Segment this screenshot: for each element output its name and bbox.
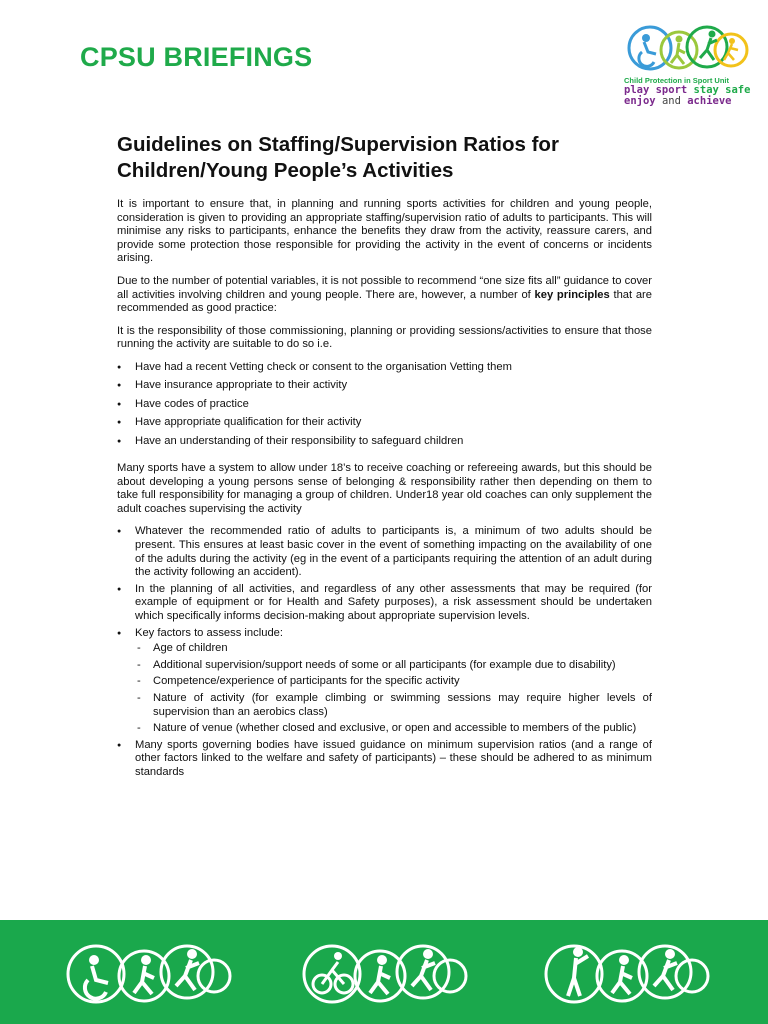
sport-rings-icon [542,938,712,1008]
logo-tagline-line2 [624,96,752,107]
list-item: ● In the planning of all activities, and regardless of any other assessments that may be required (for example of equipment or for Health and Safety purposes), a risk assessment should be undertaken which specifically informs decision-making about appropriate supervision levels. [117,583,652,624]
list-item: - Nature of activity (for example climbing or swimming sessions may require higher levels of supervision than an aerobics class) [135,692,652,719]
principles-text-a: Due to the number of potential variables, it is not possible to recommend “one size fits all” guidance to cover all activities involving children and young people. There are, however, a number of [117,274,652,301]
sport-rings-icon [64,938,234,1008]
list-item: - Additional supervision/support needs of some or all participants (for example due to disability) [135,659,652,673]
list-item: ● Have appropriate qualification for their activity [117,416,652,430]
principles-paragraph [117,275,652,316]
under-18-paragraph: Many sports have a system to allow under 18’s to receive coaching or refereeing awards, but this should be about developing a young persons sense of belonging & responsibility rather then depending on them to take full responsibility for managing a group of children. Under18 year old coaches can only supplement the adult coaches supervising the activity [117,462,652,515]
principles-text-b: that are recommended as good practice: [117,288,653,315]
list-item: ● Have an understanding of their responsibility to safeguard children [117,435,652,449]
key-factors-list [135,642,652,736]
key-factors-label: Key factors to assess include: [135,626,283,639]
list-item: - Competence/experience of participants for the specific activity [135,675,652,689]
list-item: ● Many sports governing bodies have issued guidance on minimum supervision ratios (and a range of other factors linked to the welfare and safety of participants) – these should be adhered to as minimum standards [117,739,652,780]
footer-band [0,920,768,1024]
list-item: - Nature of venue (whether closed and exclusive, or open and accessible to members of the public) [135,722,652,736]
title-line-2: Children/Young People’s Activities [117,159,454,182]
list-item: - Age of children [135,642,652,656]
sport-rings-logo-icon [624,22,750,74]
list-item: ● Have had a recent Vetting check or consent to the organisation Vetting them [117,361,652,375]
responsibility-paragraph: It is the responsibility of those commissioning, planning or providing sessions/activities to ensure that those running the activity are suitable to do so i.e. [117,324,652,351]
logo-tagline-enjoy: enjoy [624,95,656,107]
logo-tagline-and: and [661,95,681,107]
document-body [117,198,652,794]
list-item: ● Whatever the recommended ratio of adults to participants is, a minimum of two adults should be present. This ensures at least basic cover in the event of something impacting on the availability of one of the adults during the activity (eg in the event of a participants requiring the attention of an adult during the activity following an accident). [117,525,652,579]
sport-rings-icon [300,938,470,1008]
list-item: ● Have insurance appropriate to their activity [117,379,652,393]
principles-list [117,525,652,779]
list-item [117,627,652,736]
key-principles-bold: key principles [534,288,610,301]
suitability-list [117,361,652,448]
brand-title: CPSU BRIEFINGS [80,42,313,72]
document-title [117,132,677,184]
list-item: ● Have codes of practice [117,398,652,412]
logo-tagline-play: play sport [624,84,688,96]
logo-unit-name: Child Protection in Sport Unit [624,76,729,85]
intro-paragraph: It is important to ensure that, in planning and running sports activities for children and young people, consideration is given to providing an appropriate staffing/supervision ratio of adults to participants. This will minimise any risks to participants, enhance the benefits they draw from the activity, reassure carers, and provide some protection those responsible for providing the activity in the event of concerns or incidents arising. [117,198,652,265]
logo-tagline-achieve: achieve [687,95,732,107]
title-line-1: Guidelines on Staffing/Supervision Ratios for [117,133,559,156]
logo-tagline-stay: stay safe [693,84,751,96]
cpsu-logo [624,22,752,107]
